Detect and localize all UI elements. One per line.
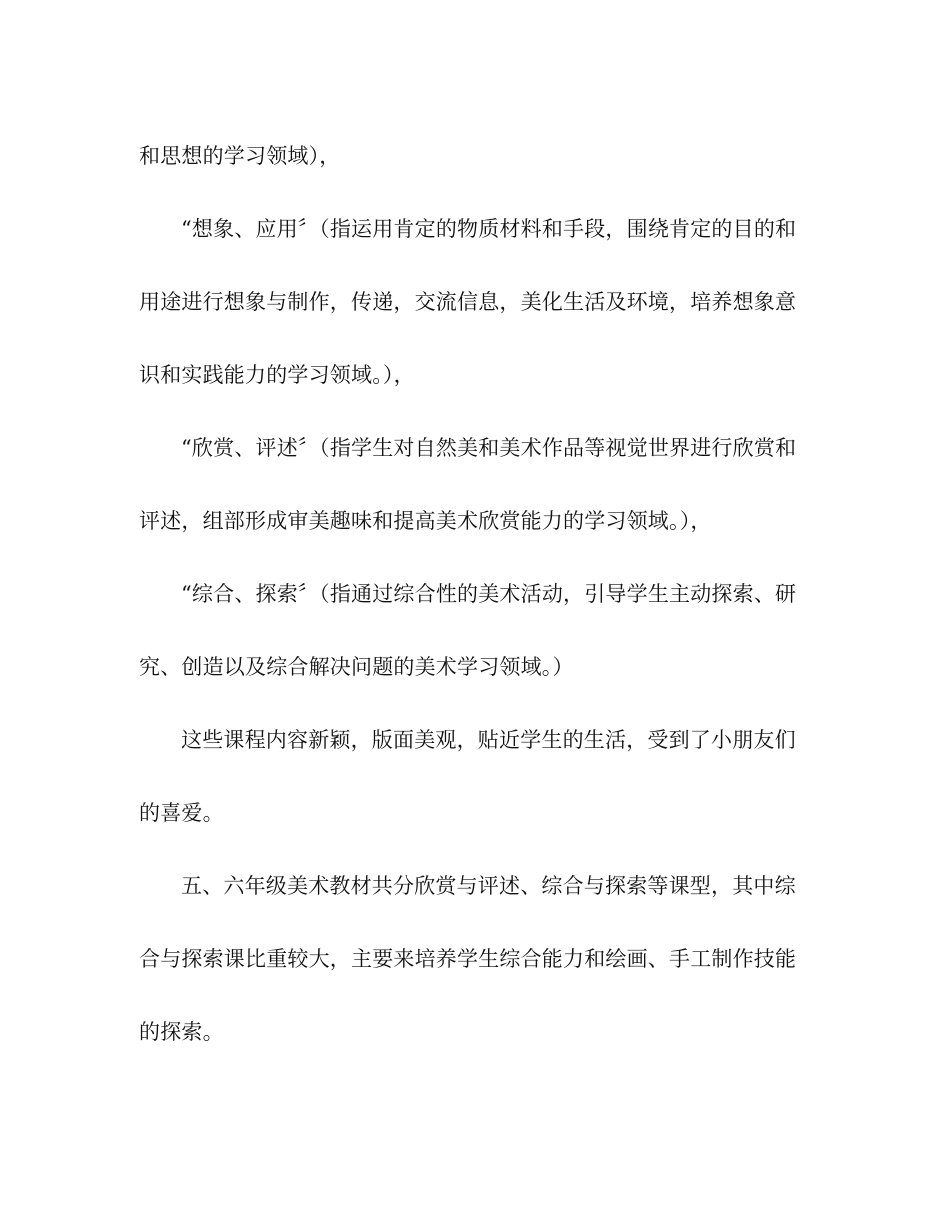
text-line: “欣赏、评述〞（指学生对自然美和美术作品等视觉世界进行欣赏和 [181,436,797,460]
text-line: “想象、应用〞（指运用肯定的物质材料和手段，围绕肯定的目的和 [181,217,797,241]
text-line: “综合、探索〞（指通过综合性的美术活动，引导学生主动探索、研 [181,582,797,606]
text-line: 合与探索课比重较大，主要来培养学生综合能力和绘画、手工制作技能 [139,947,797,971]
text-line: 评述，组部形成审美趣味和提高美术欣赏能力的学习领域。）， [139,509,712,533]
text-line: 识和实践能力的学习领域。）， [139,363,415,387]
text-line: 和思想的学习领域）， [139,144,341,168]
text-line: 的喜爱。 [139,801,224,825]
text-line: 究、创造以及综合解决问题的美术学习领域。） [139,655,574,679]
text-line: 五、六年级美术教材共分欣赏与评述、综合与探索等课型，其中综 [181,874,796,898]
text-line: 的探索。 [139,1020,224,1044]
text-line: 用途进行想象与制作，传递，交流信息，美化生活及环境，培养想象意 [139,290,797,314]
text-line: 这些课程内容新颖，版面美观，贴近学生的生活，受到了小朋友们 [181,728,796,752]
